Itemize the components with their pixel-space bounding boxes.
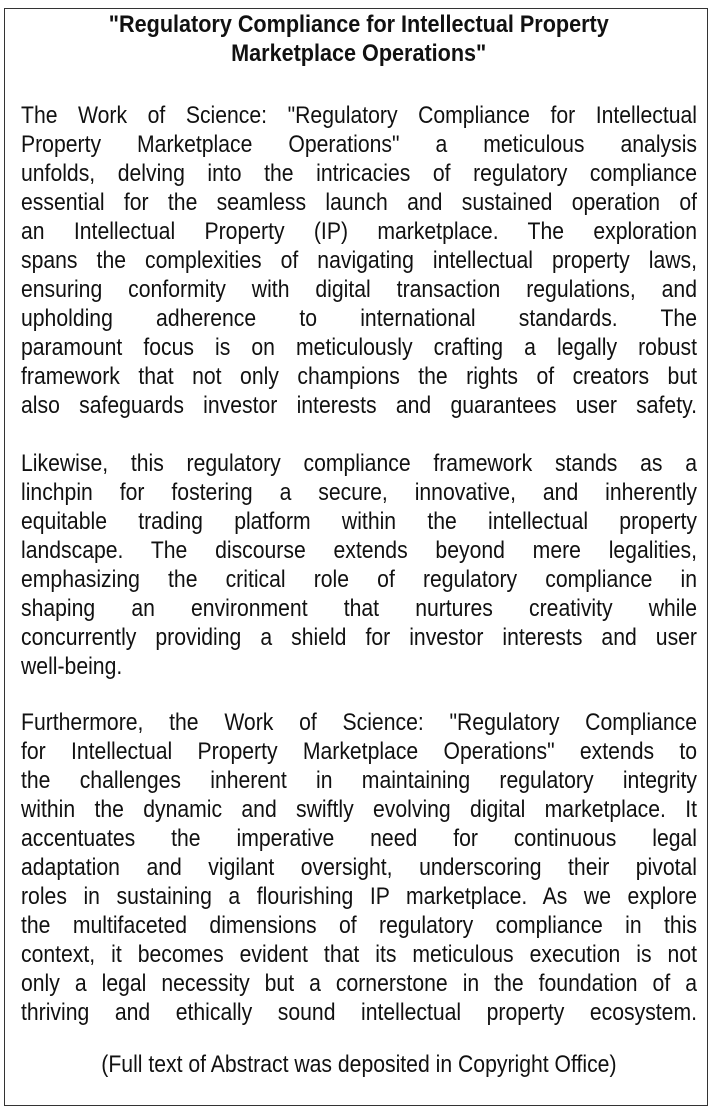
text-line: within the dynamic and swiftly evolving digital marketplace. It — [21, 796, 697, 823]
text-line: only a legal necessity but a cornerstone in the foundation of a — [21, 970, 697, 997]
deposit-note — [0, 1050, 718, 1079]
text-line: also safeguards investor interests and guarantees user safety. — [21, 392, 697, 419]
text-line: the multifaceted dimensions of regulatory compliance in this — [21, 912, 697, 939]
text-line: emphasizing the critical role of regulatory compliance in — [21, 566, 697, 593]
text-line: ensuring conformity with digital transaction regulations, and — [21, 276, 697, 303]
text-line: thriving and ethically sound intellectual property ecosystem. — [21, 999, 697, 1026]
text-line: linchpin for fostering a secure, innovative, and inherently — [21, 479, 697, 506]
text-line: Property Marketplace Operations" a meticulous analysis — [21, 131, 697, 158]
text-line: unfolds, delving into the intricacies of regulatory compliance — [21, 160, 697, 187]
text-line: landscape. The discourse extends beyond mere legalities, — [21, 537, 697, 564]
text-line: paramount focus is on meticulously crafting a legally robust — [21, 334, 697, 361]
text-line: Furthermore, the Work of Science: "Regulatory Compliance — [21, 709, 697, 736]
text-line: shaping an environment that nurtures creativity while — [21, 595, 697, 622]
text-line: well-being. — [21, 653, 123, 680]
text-line: spans the complexities of navigating intellectual property laws, — [21, 247, 697, 274]
text-line: an Intellectual Property (IP) marketplace. The exploration — [21, 218, 697, 245]
document-title-text: Marketplace Operations" — [231, 40, 487, 67]
document-title-line-1 — [0, 10, 718, 39]
text-line: Likewise, this regulatory compliance framework stands as a — [21, 450, 697, 477]
deposit-note-text: (Full text of Abstract was deposited in Copyright Office) — [101, 1051, 617, 1078]
text-line: framework that not only champions the rights of creators but — [21, 363, 697, 390]
document-title-line-2 — [0, 39, 718, 68]
text-line: concurrently providing a shield for investor interests and user — [21, 624, 697, 651]
text-line: for Intellectual Property Marketplace Operations" extends to — [21, 738, 697, 765]
text-line: essential for the seamless launch and sustained operation of — [21, 189, 697, 216]
document-title-text: "Regulatory Compliance for Intellectual Property — [109, 11, 609, 38]
text-line: upholding adherence to international standards. The — [21, 305, 697, 332]
text-line: adaptation and vigilant oversight, underscoring their pivotal — [21, 854, 697, 881]
text-line: context, it becomes evident that its meticulous execution is not — [21, 941, 697, 968]
text-line: The Work of Science: "Regulatory Compliance for Intellectual — [21, 102, 697, 129]
text-line: the challenges inherent in maintaining regulatory integrity — [21, 767, 697, 794]
text-line: roles in sustaining a flourishing IP marketplace. As we explore — [21, 883, 697, 910]
text-line: equitable trading platform within the intellectual property — [21, 508, 697, 535]
text-line: accentuates the imperative need for continuous legal — [21, 825, 697, 852]
